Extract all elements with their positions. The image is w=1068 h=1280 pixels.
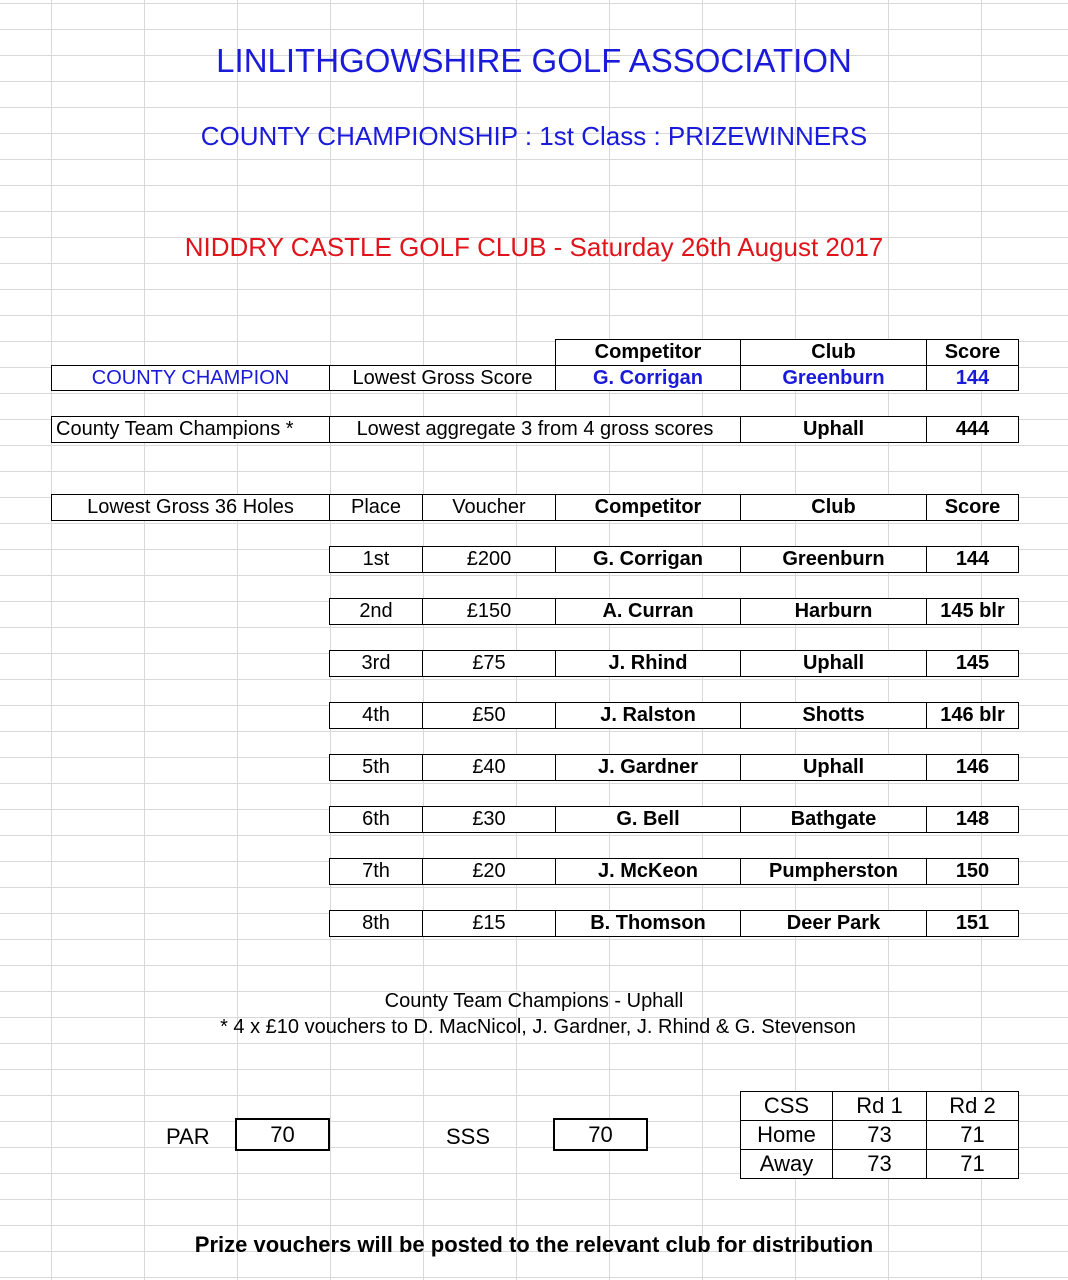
prize-competitor: J. McKeon [555, 858, 741, 885]
prize-header-score: Score [926, 494, 1019, 521]
prize-place: 1st [329, 546, 423, 573]
prize-voucher: £75 [422, 650, 556, 677]
prize-club: Bathgate [740, 806, 927, 833]
prize-competitor: J. Rhind [555, 650, 741, 677]
prize-place: 3rd [329, 650, 423, 677]
prize-voucher: £30 [422, 806, 556, 833]
prize-header-club: Club [740, 494, 927, 521]
prize-score: 146 [926, 754, 1019, 781]
prize-score: 146 blr [926, 702, 1019, 729]
css-row-rd2: 71 [926, 1149, 1019, 1179]
prize-club: Uphall [740, 754, 927, 781]
association-title: LINLITHGOWSHIRE GOLF ASSOCIATION [216, 42, 852, 79]
championship-subtitle: COUNTY CHAMPIONSHIP : 1st Class : PRIZEWINNERS [200, 121, 868, 151]
prize-competitor: B. Thomson [555, 910, 741, 937]
sss-label: SSS [446, 1124, 491, 1149]
prize-place: 5th [329, 754, 423, 781]
prize-club: Harburn [740, 598, 927, 625]
css-row-rd2: 71 [926, 1120, 1019, 1150]
prize-score: 150 [926, 858, 1019, 885]
prize-voucher: £200 [422, 546, 556, 573]
prize-voucher: £15 [422, 910, 556, 937]
prize-place: 4th [329, 702, 423, 729]
css-row-rd1: 73 [832, 1120, 927, 1150]
champion-score: 144 [926, 365, 1019, 391]
prize-header-competitor: Competitor [555, 494, 741, 521]
par-value: 70 [235, 1118, 330, 1151]
champion-club: Greenburn [740, 365, 927, 391]
prize-header-category: Lowest Gross 36 Holes [51, 494, 330, 521]
team-champions-title: County Team Champions * [51, 416, 330, 443]
prize-voucher: £150 [422, 598, 556, 625]
prize-club: Greenburn [740, 546, 927, 573]
team-score: 444 [926, 416, 1019, 443]
prize-club: Shotts [740, 702, 927, 729]
prize-place: 2nd [329, 598, 423, 625]
champion-header-competitor: Competitor [555, 339, 741, 366]
prize-voucher: £40 [422, 754, 556, 781]
prize-voucher: £50 [422, 702, 556, 729]
par-label: PAR [166, 1124, 210, 1149]
prize-score: 148 [926, 806, 1019, 833]
prize-competitor: G. Corrigan [555, 546, 741, 573]
prize-club: Pumpherston [740, 858, 927, 885]
css-header-rd1: Rd 1 [832, 1091, 927, 1121]
prize-score: 145 [926, 650, 1019, 677]
prize-competitor: J. Gardner [555, 754, 741, 781]
champion-competitor: G. Corrigan [555, 365, 741, 391]
team-note-line1: County Team Champions - Uphall [384, 990, 684, 1012]
team-note-line2: * 4 x £10 vouchers to D. MacNicol, J. Gardner, J. Rhind & G. Stevenson [220, 1016, 856, 1038]
prize-club: Deer Park [740, 910, 927, 937]
prize-place: 8th [329, 910, 423, 937]
prize-club: Uphall [740, 650, 927, 677]
champion-criterion: Lowest Gross Score [329, 365, 556, 391]
venue-date: NIDDRY CASTLE GOLF CLUB - Saturday 26th August 2017 [184, 232, 884, 262]
prize-header-voucher: Voucher [422, 494, 556, 521]
css-row-rd1: 73 [832, 1149, 927, 1179]
prize-score: 144 [926, 546, 1019, 573]
prize-place: 6th [329, 806, 423, 833]
sss-value: 70 [553, 1118, 648, 1151]
prize-header-place: Place [329, 494, 423, 521]
css-row-label: Home [740, 1120, 833, 1150]
css-header: CSS [740, 1091, 833, 1121]
css-header-rd2: Rd 2 [926, 1091, 1019, 1121]
prize-score: 151 [926, 910, 1019, 937]
team-club: Uphall [740, 416, 927, 443]
team-criterion: Lowest aggregate 3 from 4 gross scores [329, 416, 741, 443]
county-champion-title: COUNTY CHAMPION [51, 365, 330, 391]
prize-competitor: A. Curran [555, 598, 741, 625]
prize-place: 7th [329, 858, 423, 885]
prize-voucher: £20 [422, 858, 556, 885]
footer-note: Prize vouchers will be posted to the relevant club for distribution [194, 1232, 874, 1257]
prize-competitor: J. Ralston [555, 702, 741, 729]
prize-score: 145 blr [926, 598, 1019, 625]
prize-competitor: G. Bell [555, 806, 741, 833]
css-row-label: Away [740, 1149, 833, 1179]
champion-header-score: Score [926, 339, 1019, 366]
champion-header-club: Club [740, 339, 927, 366]
